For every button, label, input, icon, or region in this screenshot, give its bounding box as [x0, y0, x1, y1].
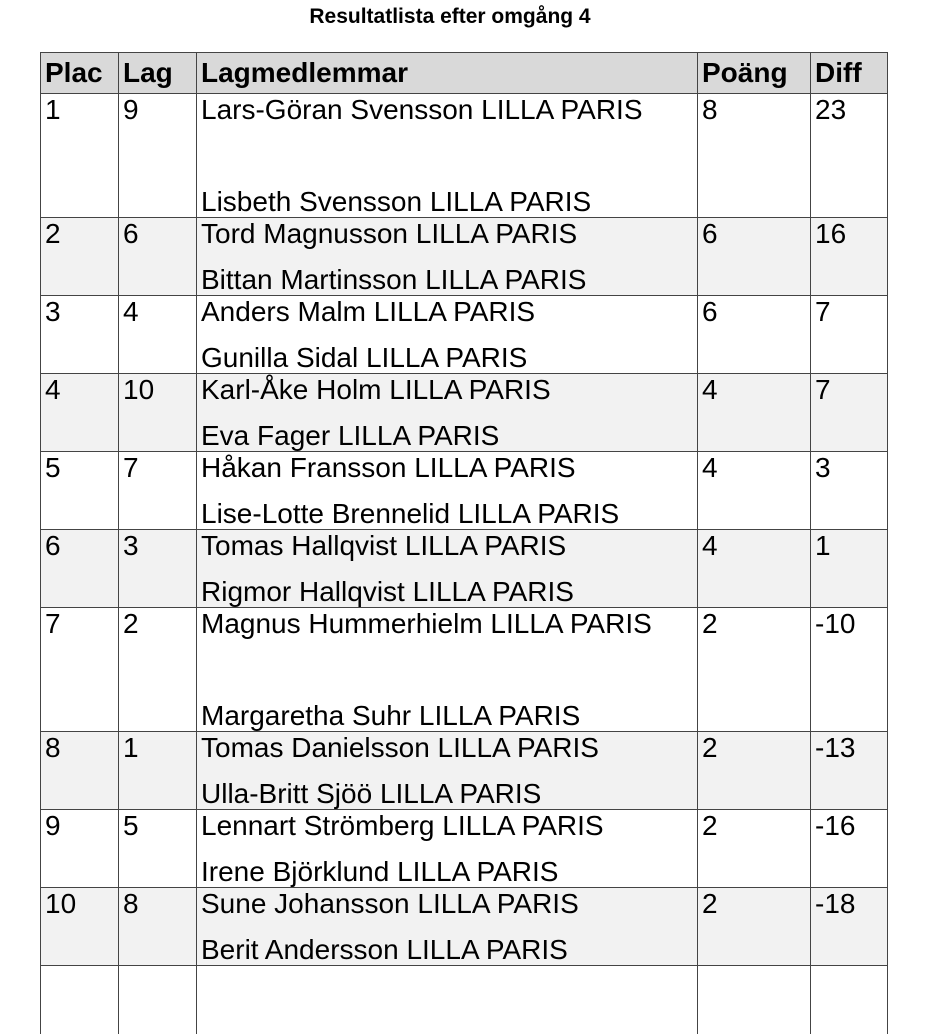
- cell-members: [197, 608, 698, 732]
- cell-members: [197, 218, 698, 296]
- cell-diff: -10: [811, 608, 888, 732]
- team-member: Gunilla Sidal LILLA PARIS: [201, 342, 697, 373]
- cell-lag: 8: [119, 888, 197, 966]
- cell-lag: 3: [119, 530, 197, 608]
- empty-cell: [41, 966, 119, 1034]
- header-diff: Diff: [811, 53, 888, 94]
- cell-diff: -16: [811, 810, 888, 888]
- team-member: Sune Johansson LILLA PARIS: [201, 888, 697, 934]
- table-row: [41, 218, 888, 296]
- team-member: Håkan Fransson LILLA PARIS: [201, 452, 697, 498]
- cell-members: [197, 374, 698, 452]
- team-member: Lennart Strömberg LILLA PARIS: [201, 810, 697, 856]
- cell-diff: 3: [811, 452, 888, 530]
- team-member: Ulla-Britt Sjöö LILLA PARIS: [201, 778, 697, 809]
- team-member: Margaretha Suhr LILLA PARIS: [201, 700, 697, 731]
- team-member: Tomas Danielsson LILLA PARIS: [201, 732, 697, 778]
- team-member: Karl-Åke Holm LILLA PARIS: [201, 374, 697, 420]
- cell-points: 4: [698, 374, 811, 452]
- results-table: [40, 52, 888, 1034]
- table-row: [41, 810, 888, 888]
- cell-points: 6: [698, 218, 811, 296]
- team-member: Eva Fager LILLA PARIS: [201, 420, 697, 451]
- empty-cell: [811, 966, 888, 1034]
- cell-plac: 9: [41, 810, 119, 888]
- cell-points: 2: [698, 732, 811, 810]
- team-member: Tord Magnusson LILLA PARIS: [201, 218, 697, 264]
- team-member: Berit Andersson LILLA PARIS: [201, 934, 697, 965]
- table-row: [41, 888, 888, 966]
- cell-lag: 7: [119, 452, 197, 530]
- cell-plac: 1: [41, 94, 119, 218]
- cell-diff: 7: [811, 296, 888, 374]
- cell-lag: 4: [119, 296, 197, 374]
- header-points: Poäng: [698, 53, 811, 94]
- cell-members: [197, 810, 698, 888]
- team-member: Bittan Martinsson LILLA PARIS: [201, 264, 697, 295]
- header-row: [41, 53, 888, 94]
- cell-lag: 6: [119, 218, 197, 296]
- cell-lag: 9: [119, 94, 197, 218]
- team-member: Lars-Göran Svensson LILLA PARIS: [201, 94, 697, 186]
- cell-plac: 8: [41, 732, 119, 810]
- team-member: Rigmor Hallqvist LILLA PARIS: [201, 576, 697, 607]
- cell-points: 2: [698, 608, 811, 732]
- cell-members: [197, 296, 698, 374]
- empty-row: [41, 966, 888, 1034]
- cell-points: 8: [698, 94, 811, 218]
- team-member: Lise-Lotte Brennelid LILLA PARIS: [201, 498, 697, 529]
- header-lag: Lag: [119, 53, 197, 94]
- cell-diff: 16: [811, 218, 888, 296]
- header-members: Lagmedlemmar: [197, 53, 698, 94]
- team-member: Irene Björklund LILLA PARIS: [201, 856, 697, 887]
- cell-plac: 2: [41, 218, 119, 296]
- cell-plac: 7: [41, 608, 119, 732]
- cell-members: [197, 732, 698, 810]
- team-member: Magnus Hummerhielm LILLA PARIS: [201, 608, 697, 700]
- cell-points: 4: [698, 452, 811, 530]
- cell-plac: 10: [41, 888, 119, 966]
- table-row: [41, 732, 888, 810]
- cell-plac: 4: [41, 374, 119, 452]
- cell-members: [197, 94, 698, 218]
- cell-points: 6: [698, 296, 811, 374]
- table-row: [41, 608, 888, 732]
- cell-diff: 7: [811, 374, 888, 452]
- table-row: [41, 452, 888, 530]
- cell-diff: 1: [811, 530, 888, 608]
- cell-points: 4: [698, 530, 811, 608]
- table-row: [41, 374, 888, 452]
- empty-cell: [698, 966, 811, 1034]
- empty-cell: [119, 966, 197, 1034]
- cell-members: [197, 452, 698, 530]
- cell-diff: -13: [811, 732, 888, 810]
- page-title: Resultatlista efter omgång 4: [0, 4, 900, 30]
- cell-points: 2: [698, 810, 811, 888]
- cell-plac: 5: [41, 452, 119, 530]
- team-member: Lisbeth Svensson LILLA PARIS: [201, 186, 697, 217]
- cell-points: 2: [698, 888, 811, 966]
- cell-plac: 3: [41, 296, 119, 374]
- cell-lag: 1: [119, 732, 197, 810]
- header-plac: Plac: [41, 53, 119, 94]
- empty-cell: [197, 966, 698, 1034]
- table-row: [41, 296, 888, 374]
- cell-lag: 5: [119, 810, 197, 888]
- table-row: [41, 530, 888, 608]
- cell-lag: 10: [119, 374, 197, 452]
- table-row: [41, 94, 888, 218]
- cell-members: [197, 530, 698, 608]
- cell-members: [197, 888, 698, 966]
- cell-lag: 2: [119, 608, 197, 732]
- team-member: Tomas Hallqvist LILLA PARIS: [201, 530, 697, 576]
- cell-diff: 23: [811, 94, 888, 218]
- cell-plac: 6: [41, 530, 119, 608]
- cell-diff: -18: [811, 888, 888, 966]
- team-member: Anders Malm LILLA PARIS: [201, 296, 697, 342]
